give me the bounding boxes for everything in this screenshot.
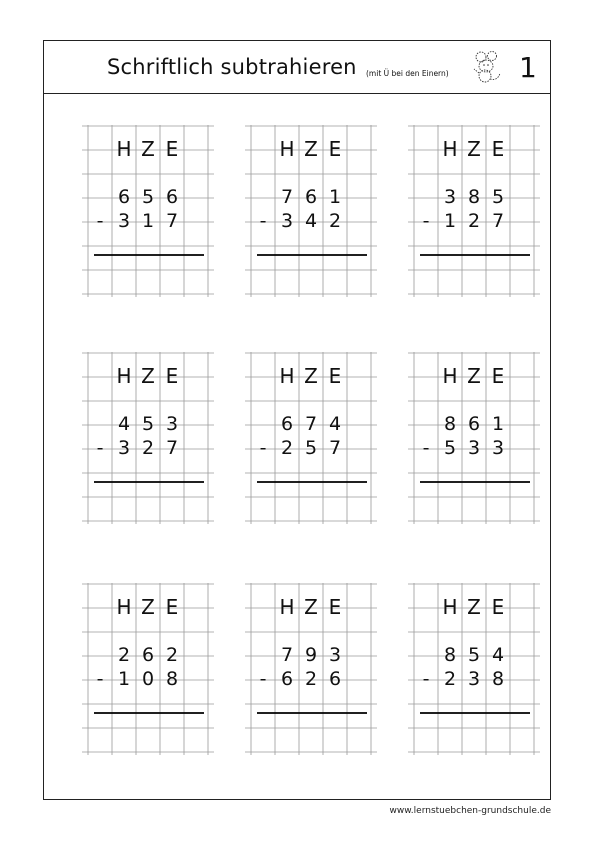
place-value-header: E: [491, 364, 505, 388]
subtrahend-digit: 3: [117, 437, 131, 459]
page-title: Schriftlich subtrahieren: [107, 55, 357, 79]
subtrahend-digit: 3: [467, 668, 481, 690]
place-value-header: E: [491, 137, 505, 161]
subtrahend-digit: 6: [280, 668, 294, 690]
subtrahend-digit: 0: [141, 668, 155, 690]
minus-sign: -: [259, 668, 267, 690]
minus-sign: -: [422, 437, 430, 459]
minuend-digit: 6: [280, 413, 294, 435]
subtrahend-digit: 8: [165, 668, 179, 690]
subtrahend-digit: 4: [304, 210, 318, 232]
subtrahend-digit: 6: [328, 668, 342, 690]
subtraction-task: [245, 352, 365, 520]
minuend-digit: 1: [491, 413, 505, 435]
minus-sign: -: [422, 668, 430, 690]
minuend-digit: 5: [491, 186, 505, 208]
minus-sign: -: [422, 210, 430, 232]
subtrahend-digit: 3: [280, 210, 294, 232]
subtrahend-digit: 1: [117, 668, 131, 690]
subtrahend-digit: 1: [141, 210, 155, 232]
place-value-header: Z: [467, 595, 481, 619]
subtrahend-digit: 8: [491, 668, 505, 690]
place-value-header: Z: [467, 137, 481, 161]
minuend-digit: 7: [280, 186, 294, 208]
subtrahend-digit: 7: [491, 210, 505, 232]
place-value-header: H: [116, 137, 132, 161]
place-value-header: E: [165, 137, 179, 161]
minuend-digit: 4: [491, 644, 505, 666]
minus-sign: -: [96, 437, 104, 459]
minuend-digit: 6: [304, 186, 318, 208]
header-divider: [44, 93, 550, 94]
place-value-header: E: [165, 364, 179, 388]
subtrahend-digit: 1: [443, 210, 457, 232]
minus-sign: -: [96, 668, 104, 690]
minuend-digit: 8: [443, 644, 457, 666]
minuend-digit: 1: [328, 186, 342, 208]
minuend-digit: 7: [304, 413, 318, 435]
place-value-header: E: [491, 595, 505, 619]
subtraction-task: [408, 583, 528, 751]
subtraction-task: [82, 352, 202, 520]
place-value-header: H: [442, 364, 458, 388]
subtrahend-digit: 2: [304, 668, 318, 690]
page-subtitle: (mit Ü bei den Einern): [366, 69, 449, 78]
place-value-header: E: [328, 137, 342, 161]
minus-sign: -: [96, 210, 104, 232]
minuend-digit: 5: [141, 413, 155, 435]
minuend-digit: 2: [165, 644, 179, 666]
subtrahend-digit: 2: [443, 668, 457, 690]
minuend-digit: 8: [443, 413, 457, 435]
place-value-header: E: [328, 364, 342, 388]
minuend-digit: 2: [117, 644, 131, 666]
minuend-digit: 4: [328, 413, 342, 435]
subtrahend-digit: 2: [328, 210, 342, 232]
minus-sign: -: [259, 437, 267, 459]
footer-url: www.lernstuebchen-grundschule.de: [389, 806, 551, 816]
place-value-header: Z: [141, 595, 155, 619]
minuend-digit: 9: [304, 644, 318, 666]
subtrahend-digit: 7: [328, 437, 342, 459]
subtraction-task: [82, 125, 202, 293]
place-value-header: H: [279, 595, 295, 619]
place-value-header: Z: [141, 137, 155, 161]
minuend-digit: 6: [467, 413, 481, 435]
sheet-number: 1: [519, 51, 537, 84]
place-value-header: Z: [304, 595, 318, 619]
subtrahend-digit: 2: [141, 437, 155, 459]
subtraction-task: [408, 125, 528, 293]
minuend-digit: 3: [165, 413, 179, 435]
place-value-header: E: [328, 595, 342, 619]
place-value-header: H: [279, 137, 295, 161]
subtrahend-digit: 2: [280, 437, 294, 459]
subtrahend-digit: 2: [467, 210, 481, 232]
subtrahend-digit: 3: [467, 437, 481, 459]
subtrahend-digit: 3: [117, 210, 131, 232]
place-value-header: Z: [467, 364, 481, 388]
place-value-header: Z: [304, 364, 318, 388]
minuend-digit: 6: [165, 186, 179, 208]
place-value-header: H: [442, 595, 458, 619]
place-value-header: Z: [304, 137, 318, 161]
subtraction-task: [245, 583, 365, 751]
place-value-header: Z: [141, 364, 155, 388]
place-value-header: H: [442, 137, 458, 161]
place-value-header: E: [165, 595, 179, 619]
place-value-header: H: [279, 364, 295, 388]
mouse-mascot-icon: [468, 49, 504, 85]
minuend-digit: 6: [141, 644, 155, 666]
minuend-digit: 3: [443, 186, 457, 208]
subtraction-task: [245, 125, 365, 293]
subtrahend-digit: 5: [443, 437, 457, 459]
minuend-digit: 5: [467, 644, 481, 666]
subtrahend-digit: 3: [491, 437, 505, 459]
minuend-digit: 4: [117, 413, 131, 435]
minuend-digit: 8: [467, 186, 481, 208]
place-value-header: H: [116, 595, 132, 619]
minuend-digit: 5: [141, 186, 155, 208]
minuend-digit: 3: [328, 644, 342, 666]
minuend-digit: 7: [280, 644, 294, 666]
subtrahend-digit: 7: [165, 437, 179, 459]
subtraction-task: [408, 352, 528, 520]
subtrahend-digit: 7: [165, 210, 179, 232]
minus-sign: -: [259, 210, 267, 232]
place-value-header: H: [116, 364, 132, 388]
subtraction-task: [82, 583, 202, 751]
subtrahend-digit: 5: [304, 437, 318, 459]
minuend-digit: 6: [117, 186, 131, 208]
